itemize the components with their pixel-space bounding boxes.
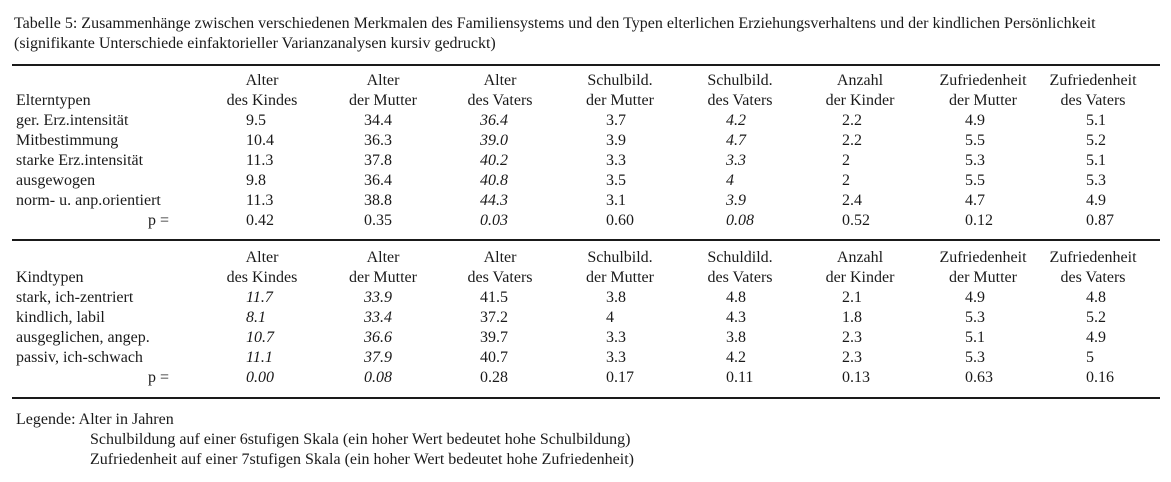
table-cell: 5.5 <box>965 132 985 149</box>
column-header-line1: Alter <box>366 72 400 89</box>
column-header-line2: des Kindes <box>226 92 298 109</box>
p-value-cell: 0.00 <box>246 369 274 386</box>
column-header-line2: der Mutter <box>586 269 654 286</box>
table-cell: 2.1 <box>842 289 862 306</box>
table-cell: 2.2 <box>842 112 862 129</box>
table-cell: 37.8 <box>364 152 392 169</box>
p-value-cell: 0.11 <box>726 369 754 386</box>
p-value-label: p = <box>148 369 170 386</box>
row-label: passiv, ich-schwach <box>16 349 143 366</box>
p-value-cell: 0.03 <box>480 212 508 229</box>
p-value-label: p = <box>148 212 170 229</box>
table-cell: 2 <box>842 152 850 169</box>
table-cell: 41.5 <box>480 289 508 306</box>
table-cell: 3.3 <box>606 349 626 366</box>
p-value-cell: 0.08 <box>726 212 754 229</box>
table-top-rule <box>12 64 1160 66</box>
table-cell: 2 <box>842 172 850 189</box>
section-divider-rule <box>12 239 1160 241</box>
table-bottom-rule <box>12 397 1160 399</box>
p-value-cell: 0.42 <box>246 212 274 229</box>
table-cell: 36.3 <box>364 132 392 149</box>
p-value-cell: 0.16 <box>1086 369 1114 386</box>
column-header-line2: der Mutter <box>949 269 1017 286</box>
p-value-cell: 0.52 <box>842 212 870 229</box>
row-label: norm- u. anp.orientiert <box>16 192 161 209</box>
p-value-cell: 0.13 <box>842 369 870 386</box>
table-cell: 5.1 <box>1086 152 1106 169</box>
table-cell: 4.7 <box>965 192 985 209</box>
table-cell: 4.3 <box>726 309 746 326</box>
table-cell: 3.1 <box>606 192 626 209</box>
p-value-cell: 0.12 <box>965 212 993 229</box>
section-heading: Elterntypen <box>16 92 91 109</box>
column-header-line2: des Vaters <box>467 92 533 109</box>
row-label: ger. Erz.intensität <box>16 112 129 129</box>
column-header-line1: Schuldild. <box>707 249 773 266</box>
table-cell: 3.3 <box>606 329 626 346</box>
p-value-cell: 0.28 <box>480 369 508 386</box>
column-header-line1: Schulbild. <box>587 72 653 89</box>
column-header-line2: des Vaters <box>707 92 773 109</box>
table-cell: 5 <box>1086 349 1094 366</box>
table-cell: 36.6 <box>364 329 392 346</box>
table-cell: 3.9 <box>726 192 746 209</box>
table-cell: 11.3 <box>246 192 274 209</box>
column-header-line2: der Mutter <box>586 92 654 109</box>
column-header-line1: Zufriedenheit <box>939 72 1027 89</box>
legend-line-1: Legende: Alter in Jahren <box>16 411 174 428</box>
table-cell: 4.2 <box>726 349 746 366</box>
column-header-line1: Alter <box>245 249 279 266</box>
column-header-line2: des Vaters <box>467 269 533 286</box>
legend-line-2: Schulbildung auf einer 6stufigen Skala (ein hoher Wert bedeutet hohe Schulbildung) <box>90 431 631 448</box>
table-cell: 5.2 <box>1086 309 1106 326</box>
p-value-cell: 0.87 <box>1086 212 1114 229</box>
table-cell: 3.3 <box>726 152 746 169</box>
table-cell: 2.3 <box>842 349 862 366</box>
table-cell: 40.2 <box>480 152 508 169</box>
table-cell: 34.4 <box>364 112 392 129</box>
table-cell: 5.3 <box>1086 172 1106 189</box>
column-header-line2: des Vaters <box>1060 92 1126 109</box>
column-header-line1: Alter <box>245 72 279 89</box>
p-value-cell: 0.63 <box>965 369 993 386</box>
table-cell: 5.3 <box>965 309 985 326</box>
table-cell: 5.2 <box>1086 132 1106 149</box>
table-cell: 11.1 <box>246 349 273 366</box>
column-header-line1: Anzahl <box>836 249 884 266</box>
table-cell: 9.5 <box>246 112 266 129</box>
table-cell: 9.8 <box>246 172 266 189</box>
row-label: Mitbestimmung <box>16 132 119 149</box>
table-cell: 36.4 <box>364 172 392 189</box>
table-cell: 4.2 <box>726 112 746 129</box>
row-label: ausgewogen <box>16 172 96 189</box>
column-header-line1: Zufriedenheit <box>1049 249 1137 266</box>
table-cell: 5.3 <box>965 152 985 169</box>
table-cell: 40.7 <box>480 349 508 366</box>
table-cell: 2.2 <box>842 132 862 149</box>
table-cell: 8.1 <box>246 309 266 326</box>
row-label: starke Erz.intensität <box>16 152 144 169</box>
column-header-line1: Schulbild. <box>707 72 773 89</box>
table-cell: 2.3 <box>842 329 862 346</box>
table-cell: 38.8 <box>364 192 392 209</box>
column-header-line2: der Mutter <box>949 92 1017 109</box>
table-cell: 4.7 <box>726 132 746 149</box>
column-header-line2: des Vaters <box>1060 269 1126 286</box>
p-value-cell: 0.60 <box>606 212 634 229</box>
column-header-line2: der Kinder <box>825 269 895 286</box>
row-label: stark, ich-zentriert <box>16 289 134 306</box>
table-cell: 10.4 <box>246 132 274 149</box>
p-value-cell: 0.35 <box>364 212 392 229</box>
column-header-line2: des Vaters <box>707 269 773 286</box>
column-header-line1: Alter <box>483 72 517 89</box>
table-cell: 11.7 <box>246 289 273 306</box>
table-cell: 40.8 <box>480 172 508 189</box>
column-header-line1: Alter <box>366 249 400 266</box>
table-cell: 37.2 <box>480 309 508 326</box>
table-cell: 4 <box>726 172 734 189</box>
column-header-line1: Zufriedenheit <box>1049 72 1137 89</box>
column-header-line2: der Mutter <box>349 92 417 109</box>
table-caption: Tabelle 5: Zusammenhänge zwischen verschiedenen Merkmalen des Familiensystems und den Typen elterlichen Erziehungsverhaltens und der kindlichen Persönlichkeit (signifikante Unterschiede einfaktorieller Varianzanalysen kursiv gedruckt) <box>14 15 1096 52</box>
table-cell: 5.5 <box>965 172 985 189</box>
table-cell: 4.9 <box>1086 329 1106 346</box>
p-value-cell: 0.17 <box>606 369 634 386</box>
table-cell: 5.1 <box>1086 112 1106 129</box>
column-header-line2: der Mutter <box>349 269 417 286</box>
table-cell: 2.4 <box>842 192 862 209</box>
table-cell: 33.4 <box>364 309 392 326</box>
table-cell: 10.7 <box>246 329 274 346</box>
table-cell: 37.9 <box>364 349 392 366</box>
column-header-line1: Schulbild. <box>587 249 653 266</box>
table-cell: 3.9 <box>606 132 626 149</box>
table-cell: 44.3 <box>480 192 508 209</box>
table-cell: 33.9 <box>364 289 392 306</box>
table-cell: 3.8 <box>726 329 746 346</box>
section-heading: Kindtypen <box>16 269 84 286</box>
table-cell: 4.8 <box>726 289 746 306</box>
row-label: ausgeglichen, angep. <box>16 329 150 346</box>
column-header-line2: des Kindes <box>226 269 298 286</box>
table-cell: 5.3 <box>965 349 985 366</box>
table-cell: 4.8 <box>1086 289 1106 306</box>
table-cell: 39.0 <box>480 132 508 149</box>
table-cell: 3.8 <box>606 289 626 306</box>
column-header-line1: Alter <box>483 249 517 266</box>
column-header-line1: Zufriedenheit <box>939 249 1027 266</box>
legend-line-3: Zufriedenheit auf einer 7stufigen Skala (ein hoher Wert bedeutet hohe Zufriedenheit) <box>90 451 634 468</box>
table-cell: 5.1 <box>965 329 985 346</box>
table-cell: 4.9 <box>965 289 985 306</box>
row-label: kindlich, labil <box>16 309 105 326</box>
table-cell: 11.3 <box>246 152 274 169</box>
table-cell: 3.7 <box>606 112 626 129</box>
column-header-line1: Anzahl <box>836 72 884 89</box>
table-cell: 3.3 <box>606 152 626 169</box>
table-cell: 4.9 <box>1086 192 1106 209</box>
p-value-cell: 0.08 <box>364 369 392 386</box>
table-cell: 3.5 <box>606 172 626 189</box>
table-cell: 39.7 <box>480 329 508 346</box>
column-header-line2: der Kinder <box>825 92 895 109</box>
table-cell: 1.8 <box>842 309 862 326</box>
table-cell: 4.9 <box>965 112 985 129</box>
table-cell: 36.4 <box>480 112 508 129</box>
table-cell: 4 <box>606 309 614 326</box>
